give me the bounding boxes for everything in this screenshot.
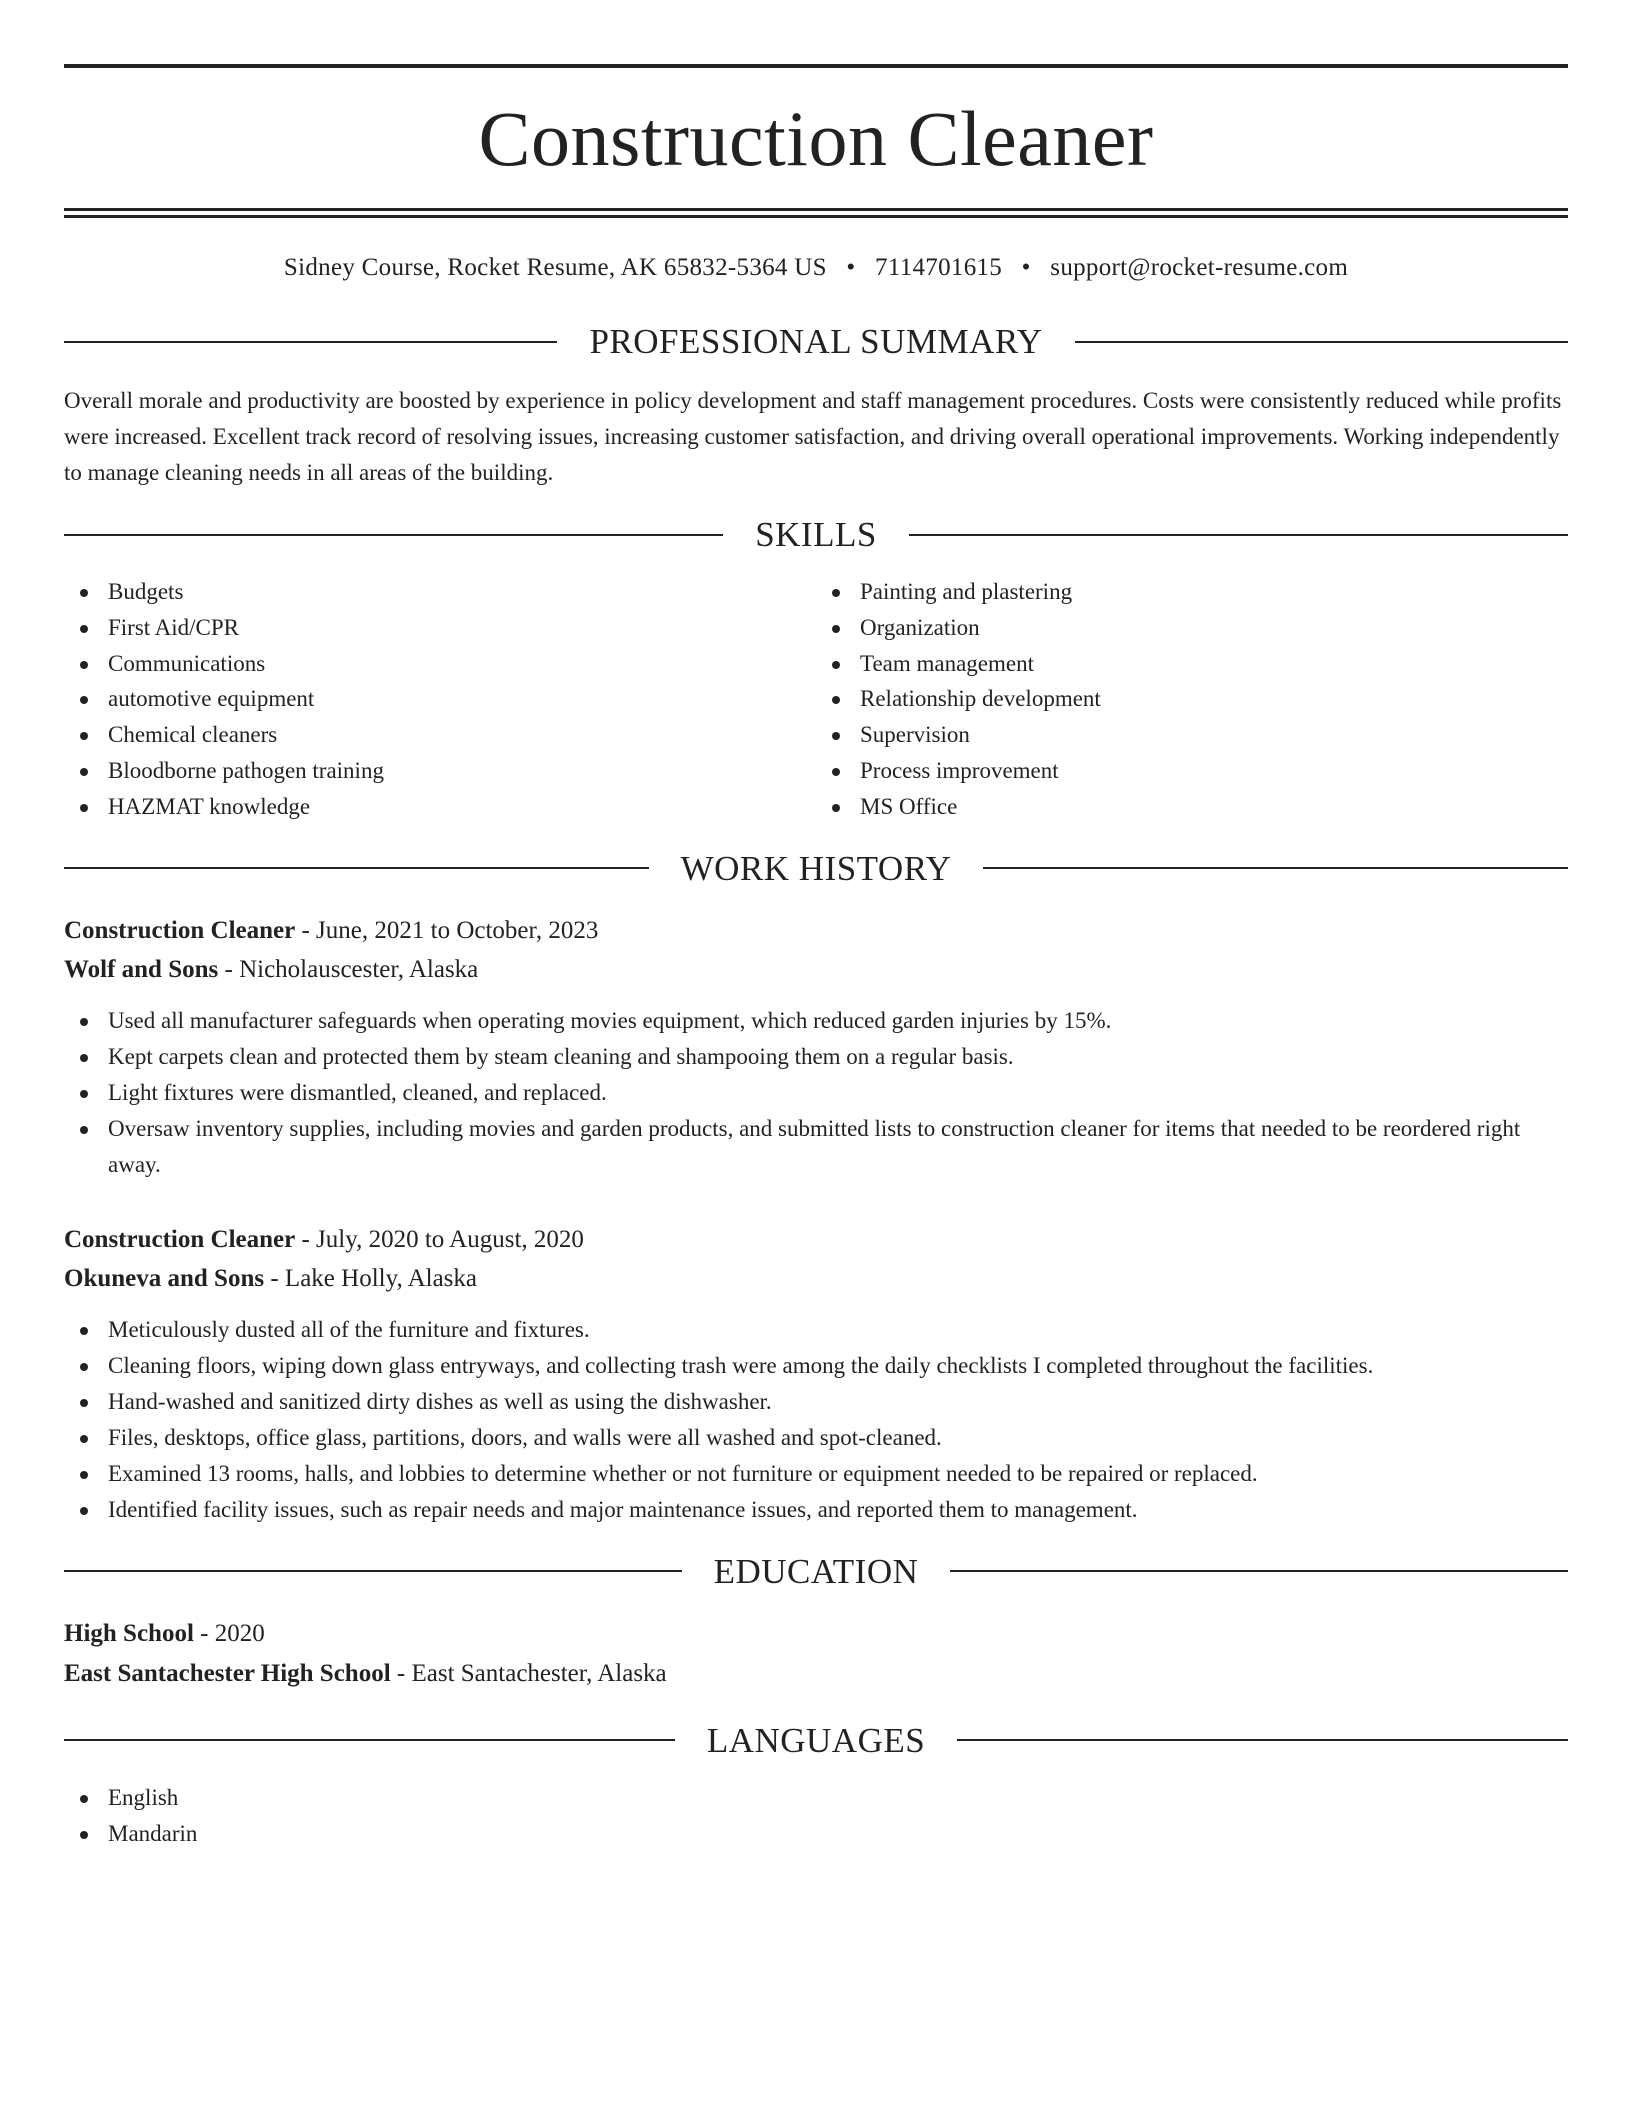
job-entry [64, 912, 1568, 1183]
heading-rule-right [909, 534, 1568, 536]
heading-rule-left [64, 534, 723, 536]
job-title: Construction Cleaner [64, 1225, 296, 1253]
contact-separator: • [1021, 254, 1031, 281]
section-title: EDUCATION [713, 1551, 919, 1591]
contact-phone: 7114701615 [875, 254, 1003, 281]
heading-rule-left [64, 1570, 682, 1572]
section-title: WORK HISTORY [680, 848, 952, 888]
job-company-line [64, 951, 1568, 989]
job-dates: - June, 2021 to October, 2023 [301, 916, 599, 944]
heading-rule-right [957, 1739, 1568, 1741]
job-bullets [64, 1312, 1568, 1528]
summary-text: Overall morale and productivity are boosted by experience in policy development and staff management procedures. Costs were consistently reduced while profits were increased. Excellent track record of resolving issues, increasing customer satisfaction, and driving overall operational improvements. Working independently to manage cleaning needs in all areas of the building. [64, 388, 1562, 485]
skills-list-right [816, 574, 1568, 825]
skill-item: Process improvement [816, 753, 1568, 789]
education-school: East Santachester High School [64, 1659, 391, 1687]
skills-list-left [64, 574, 816, 825]
job-bullet: Files, desktops, office glass, partitions, doors, and walls were all washed and spot-cleaned. [64, 1420, 1568, 1456]
education-location: - East Santachester, Alaska [396, 1659, 667, 1687]
education-school-line [64, 1655, 1568, 1693]
section-title: SKILLS [755, 515, 877, 554]
resume-title: Construction Cleaner [478, 95, 1154, 182]
job-dates: - July, 2020 to August, 2020 [301, 1225, 584, 1253]
heading-rule-left [64, 341, 557, 343]
skill-item: Budgets [64, 574, 816, 610]
job-title: Construction Cleaner [64, 916, 296, 944]
job-company: Okuneva and Sons [64, 1264, 265, 1292]
job-bullets [64, 1003, 1568, 1183]
skills-columns [64, 574, 1568, 825]
section-heading-summary [64, 324, 1568, 359]
job-entry [64, 1221, 1568, 1528]
job-bullet: Cleaning floors, wiping down glass entryways, and collecting trash were among the daily checklists I completed throughout the facilities. [64, 1348, 1568, 1384]
skill-item: Organization [816, 610, 1568, 646]
job-bullet: Hand-washed and sanitized dirty dishes as well as using the dishwasher. [64, 1384, 1568, 1420]
skill-item: automotive equipment [64, 681, 816, 717]
job-bullet: Identified facility issues, such as repair needs and major maintenance issues, and reported them to management. [64, 1492, 1568, 1528]
contact-line [64, 254, 1568, 282]
heading-rule-left [64, 1739, 675, 1741]
skill-item: Chemical cleaners [64, 717, 816, 753]
skill-item: HAZMAT knowledge [64, 789, 816, 825]
heading-rule-right [950, 1570, 1568, 1572]
skill-item: Team management [816, 646, 1568, 682]
heading-rule-right [1075, 341, 1568, 343]
section-heading-education [64, 1551, 1568, 1591]
contact-address: Sidney Course, Rocket Resume, AK 65832-5364 US [283, 254, 827, 281]
skill-item: Painting and plastering [816, 574, 1568, 610]
job-bullet: Examined 13 rooms, halls, and lobbies to determine whether or not furniture or equipment needed to be repaired or replaced. [64, 1456, 1568, 1492]
top-rule [64, 64, 1568, 68]
job-title-line [64, 1221, 1568, 1259]
section-title: PROFESSIONAL SUMMARY [589, 322, 1043, 361]
job-title-line [64, 912, 1568, 950]
skill-item: MS Office [816, 789, 1568, 825]
job-location: - Nicholauscester, Alaska [224, 955, 479, 983]
education-degree: High School [64, 1619, 194, 1647]
languages-list [64, 1780, 1568, 1852]
section-heading-work [64, 848, 1568, 888]
language-item: Mandarin [64, 1816, 1568, 1852]
title-double-rule [64, 208, 1568, 218]
skill-item: Communications [64, 646, 816, 682]
resume-page [64, 64, 1568, 1852]
job-bullet: Oversaw inventory supplies, including movies and garden products, and submitted lists to construction cleaner for items that needed to be reordered right away. [64, 1111, 1568, 1183]
heading-rule-left [64, 867, 649, 869]
job-location: - Lake Holly, Alaska [270, 1264, 478, 1292]
contact-separator: • [846, 254, 856, 281]
contact-email: support@rocket-resume.com [1050, 254, 1349, 281]
skill-item: Supervision [816, 717, 1568, 753]
skill-item: Bloodborne pathogen training [64, 753, 816, 789]
language-item: English [64, 1780, 1568, 1816]
skill-item: First Aid/CPR [64, 610, 816, 646]
skill-item: Relationship development [816, 681, 1568, 717]
education-degree-line [64, 1615, 1568, 1653]
job-bullet: Kept carpets clean and protected them by steam cleaning and shampooing them on a regular basis. [64, 1039, 1568, 1075]
heading-rule-right [983, 867, 1568, 869]
section-title: LANGUAGES [706, 1720, 926, 1760]
education-year: - 2020 [200, 1619, 265, 1647]
job-bullet: Used all manufacturer safeguards when operating movies equipment, which reduced garden injuries by 15%. [64, 1003, 1568, 1039]
job-bullet: Light fixtures were dismantled, cleaned, and replaced. [64, 1075, 1568, 1111]
job-company: Wolf and Sons [64, 955, 219, 983]
job-company-line [64, 1260, 1568, 1298]
section-heading-skills [64, 517, 1568, 552]
job-bullet: Meticulously dusted all of the furniture and fixtures. [64, 1312, 1568, 1348]
section-heading-languages [64, 1720, 1568, 1760]
